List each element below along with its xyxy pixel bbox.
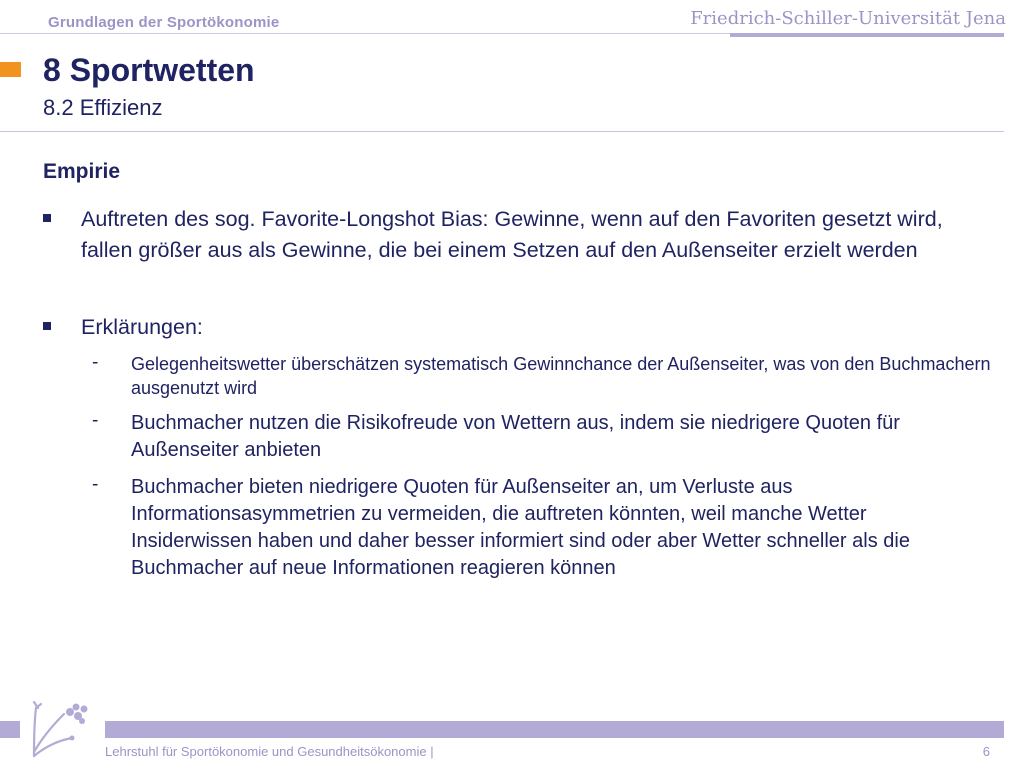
slide-subtitle: 8.2 Effizienz bbox=[43, 95, 163, 120]
sub-bullet-text: Buchmacher nutzen die Risikofreude von Wettern aus, indem sie niedrigere Quoten für Außenseiter anbieten bbox=[131, 412, 900, 461]
bullet-text: Erklärungen: bbox=[81, 315, 203, 339]
dash-marker: - bbox=[92, 352, 99, 373]
sub-bullet-text: Buchmacher bieten niedrigere Quoten für Außenseiter an, um Verluste aus Informationsasymmetrien zu vermeiden, die auftreten könnten, weil manche Wetter Insiderwissen haben und daher besser informiert sind oder aber Wetter schneller als die Buchmacher auf neue Informationen reagieren können bbox=[131, 476, 910, 579]
square-bullet-icon bbox=[43, 322, 51, 330]
square-bullet-icon bbox=[43, 214, 51, 222]
sub-bullet-text: Gelegenheitswetter überschätzen systematisch Gewinnchance der Außenseiter, was von den Buchmachern ausgenutzt wird bbox=[131, 354, 991, 398]
dash-marker: - bbox=[92, 410, 99, 431]
sub-bullet-list bbox=[92, 352, 992, 592]
footer-chair-text: Lehrstuhl für Sportökonomie und Gesundheitsökonomie | bbox=[105, 744, 434, 759]
section-heading: Empirie bbox=[43, 160, 121, 183]
university-plant-logo-icon bbox=[12, 694, 102, 760]
bullet-item bbox=[43, 204, 973, 266]
header-course-title: Grundlagen der Sportökonomie bbox=[48, 14, 280, 31]
sub-bullet-item bbox=[92, 474, 992, 582]
header-divider-left bbox=[0, 33, 730, 34]
header-divider-right bbox=[730, 33, 1004, 37]
header-university-name: Friedrich-Schiller-Universität Jena bbox=[690, 8, 1006, 29]
slide-title: 8 Sportwetten bbox=[43, 52, 255, 88]
title-divider bbox=[0, 131, 1004, 132]
bullet-item bbox=[43, 312, 973, 343]
title-marker bbox=[0, 62, 21, 77]
sub-bullet-item bbox=[92, 410, 992, 464]
dash-marker: - bbox=[92, 474, 99, 495]
page-number: 6 bbox=[982, 744, 990, 759]
sub-bullet-item bbox=[92, 352, 992, 400]
footer-bar bbox=[105, 721, 1004, 738]
bullet-text: Auftreten des sog. Favorite-Longshot Bias: Gewinne, wenn auf den Favoriten gesetzt wird, fallen größer aus als Gewinne, die bei einem Setzen auf den Außenseiter erzielt werden bbox=[81, 207, 943, 262]
